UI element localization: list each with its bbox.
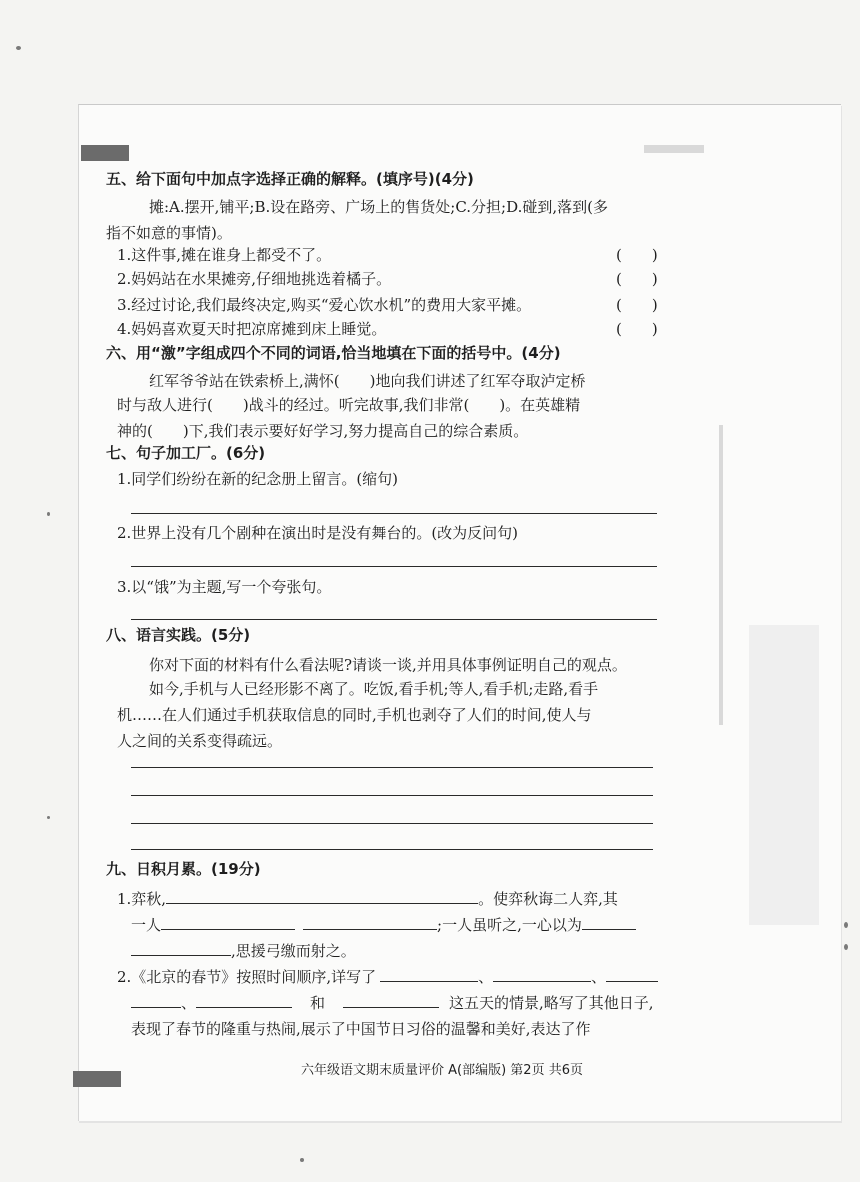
q1-text-c: 一人 <box>131 916 162 934</box>
bleed-through <box>719 425 723 725</box>
scan-speck <box>844 922 848 928</box>
fill-blank[interactable] <box>380 967 478 982</box>
bleed-through <box>749 625 819 925</box>
corner-marker-top <box>81 145 129 161</box>
scan-speck <box>47 816 50 819</box>
section7-title: 七、句子加工厂。(6分) <box>106 444 266 462</box>
answer-blank-2[interactable]: ( ) <box>616 270 658 288</box>
fill-blank[interactable] <box>131 993 181 1008</box>
section5-item-3: 3.经过讨论,我们最终决定,购买“爱心饮水机”的费用大家平摊。 <box>117 296 532 314</box>
section8-material-2: 机……在人们通过手机获取信息的同时,手机也剥夺了人们的时间,使人与 <box>117 706 592 724</box>
fill-blank[interactable] <box>582 915 636 930</box>
q1-text-b: 。使弈秋诲二人弈,其 <box>478 890 618 908</box>
answer-line[interactable] <box>131 619 657 620</box>
section5-definition-cont: 指不如意的事情)。 <box>106 224 232 242</box>
scan-speck <box>844 944 848 950</box>
scan-speck <box>300 1158 304 1162</box>
answer-blank-3[interactable]: ( ) <box>616 296 658 314</box>
fill-blank[interactable] <box>343 993 439 1008</box>
answer-line[interactable] <box>131 513 657 514</box>
section8-prompt: 你对下面的材料有什么看法呢?请谈一谈,并用具体事例证明自己的观点。 <box>149 656 627 674</box>
answer-blank-1[interactable]: ( ) <box>616 246 658 264</box>
q2-and: 和 <box>310 994 326 1012</box>
fill-blank[interactable] <box>131 941 231 956</box>
section5-item-2: 2.妈妈站在水果摊旁,仔细地挑选着橘子。 <box>117 270 392 288</box>
section5-item-4: 4.妈妈喜欢夏天时把凉席摊到床上睡觉。 <box>117 320 387 338</box>
section6-line-1: 红军爷爷站在铁索桥上,满怀( )地向我们讲述了红军夺取泸定桥 <box>149 372 586 390</box>
q2-separator: 、 <box>181 994 197 1012</box>
answer-blank-4[interactable]: ( ) <box>616 320 658 338</box>
section7-question-2: 2.世界上没有几个剧种在演出时是没有舞台的。(改为反问句) <box>117 524 519 542</box>
fill-blank[interactable] <box>606 967 658 982</box>
page-footer: 六年级语文期末质量评价 A(部编版) 第2页 共6页 <box>301 1063 583 1078</box>
q2-text-b: 这五天的情景,略写了其他日子, <box>449 994 654 1012</box>
answer-line[interactable] <box>131 767 653 768</box>
answer-line[interactable] <box>131 823 653 824</box>
scan-speck <box>16 46 21 50</box>
section8-material-1: 如今,手机与人已经形影不离了。吃饭,看手机;等人,看手机;走路,看手 <box>149 680 599 698</box>
corner-marker-bottom <box>73 1071 121 1087</box>
section9-q2-line2 <box>131 993 654 1013</box>
section7-question-3: 3.以“饿”为主题,写一个夸张句。 <box>117 578 332 596</box>
section9-q2-line3: 表现了春节的隆重与热闹,展示了中国节日习俗的温馨和美好,表达了作 <box>131 1020 591 1038</box>
section9-q1 <box>117 889 618 909</box>
fill-blank[interactable] <box>493 967 591 982</box>
exam-page <box>78 104 841 1121</box>
bleed-through <box>644 145 704 153</box>
section9-q1-line3 <box>131 941 356 961</box>
section8-material-3: 人之间的关系变得疏远。 <box>117 732 283 750</box>
section5-definition: 摊:A.摆开,铺平;B.设在路旁、广场上的售货处;C.分担;D.碰到,落到(多 <box>149 198 608 216</box>
section8-title: 八、语言实践。(5分) <box>106 626 251 644</box>
answer-line[interactable] <box>131 795 653 796</box>
fill-blank[interactable] <box>166 889 478 904</box>
section7-question-1: 1.同学们纷纷在新的纪念册上留言。(缩句) <box>117 470 399 488</box>
q1-text-e: ,思援弓缴而射之。 <box>231 942 356 960</box>
fill-blank[interactable] <box>161 915 295 930</box>
q1-text-a: 1.弈秋, <box>117 890 167 908</box>
answer-line[interactable] <box>131 566 657 567</box>
q2-separator: 、 <box>591 968 607 986</box>
section9-title: 九、日积月累。(19分) <box>106 860 261 878</box>
fill-blank[interactable] <box>303 915 437 930</box>
section5-title: 五、给下面句中加点字选择正确的解释。(填序号)(4分) <box>106 170 474 188</box>
section9-q2 <box>117 967 658 987</box>
scan-speck <box>47 512 50 516</box>
answer-line[interactable] <box>131 849 653 850</box>
section9-q1-line2 <box>131 915 636 935</box>
section6-title: 六、用“激”字组成四个不同的词语,恰当地填在下面的括号中。(4分) <box>106 344 561 362</box>
section6-line-2: 时与敌人进行( )战斗的经过。听完故事,我们非常( )。在英雄精 <box>117 396 581 414</box>
q1-text-d: ;一人虽听之,一心以为 <box>437 916 582 934</box>
q2-separator: 、 <box>478 968 494 986</box>
fill-blank[interactable] <box>196 993 292 1008</box>
section6-line-3: 神的( )下,我们表示要好好学习,努力提高自己的综合素质。 <box>117 422 529 440</box>
section5-item-1: 1.这件事,摊在谁身上都受不了。 <box>117 246 332 264</box>
q2-text-a: 2.《北京的春节》按照时间顺序,详写了 <box>117 968 377 986</box>
